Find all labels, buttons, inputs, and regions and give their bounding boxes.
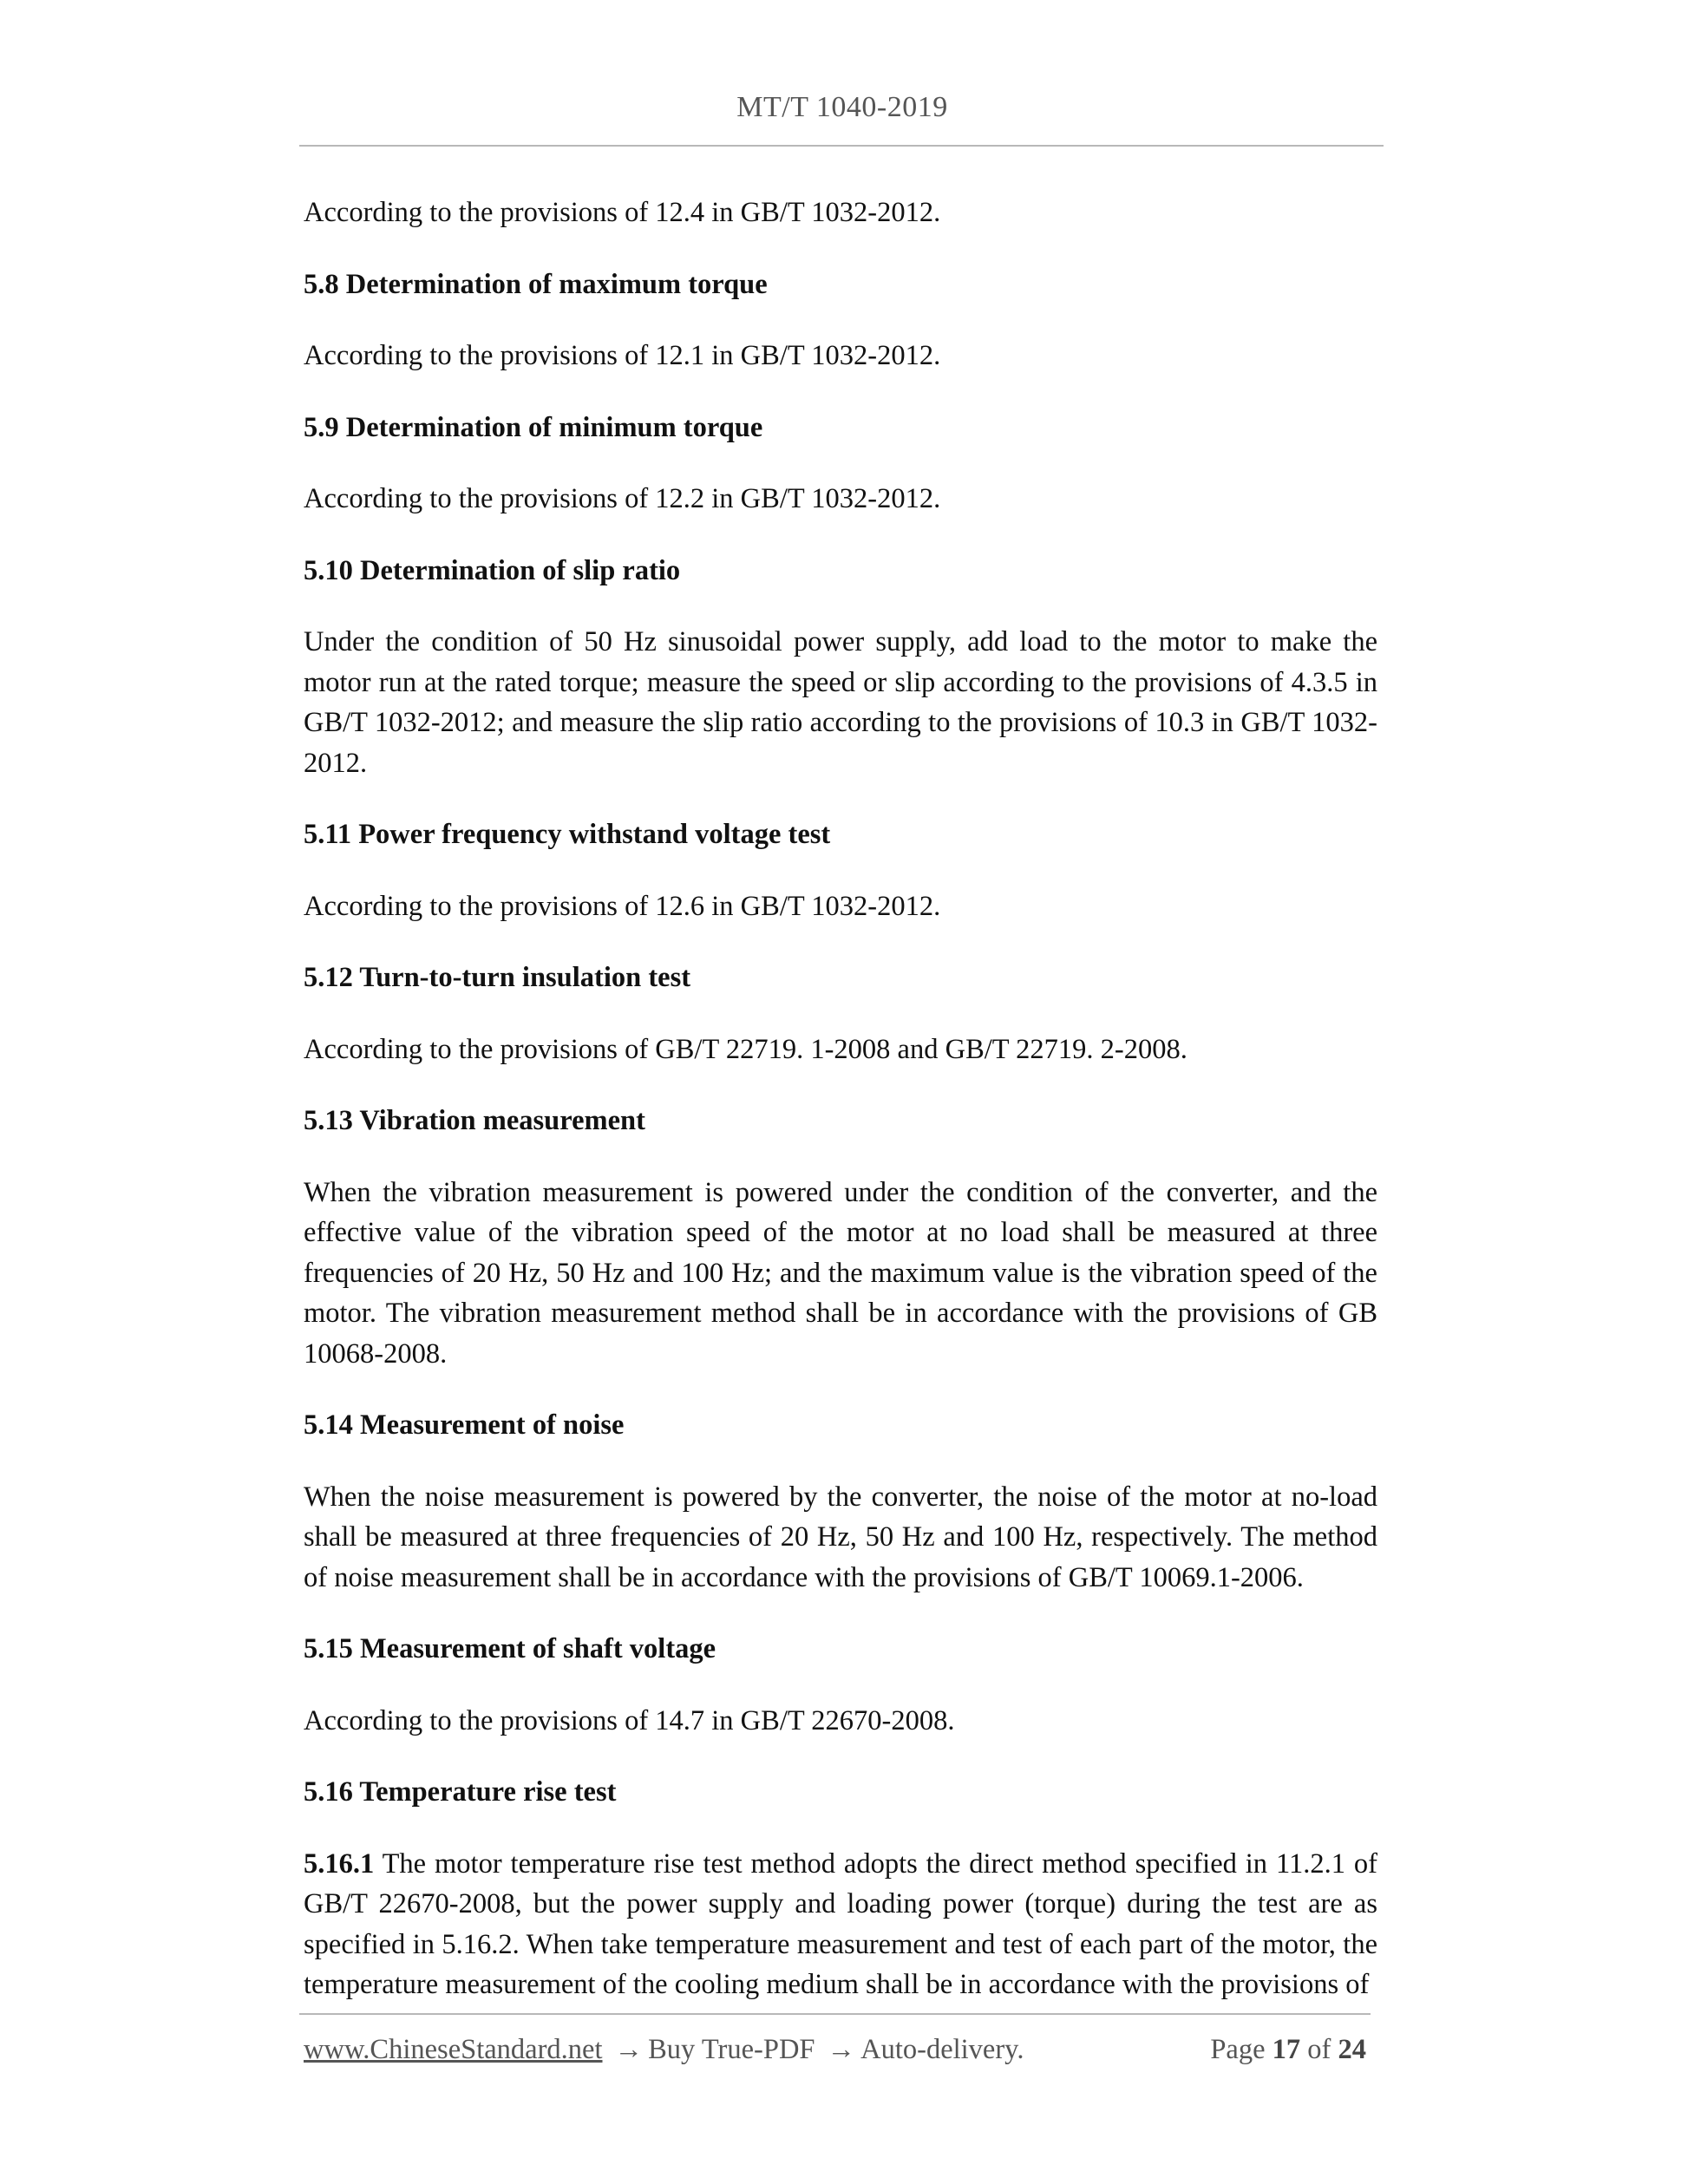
page-label: Page (1210, 2034, 1266, 2065)
section-5-10-paragraph: Under the condition of 50 Hz sinusoidal power supply, add load to the motor to make the motor run at the rated torque; measure the speed or slip according to the provisions of 4.3.5 in GB/T 1032-2012; and measure the slip ratio according to the provisions of 10.3 in GB/T 1032-2012. (304, 626, 1377, 779)
section-5-15-heading: 5.15 Measurement of shaft voltage (304, 1633, 716, 1664)
section-5-11-paragraph: According to the provisions of 12.6 in GB/T 1032-2012. (304, 890, 941, 922)
section-5-12-heading: 5.12 Turn-to-turn insulation test (304, 962, 691, 993)
section-5-10-heading: 5.10 Determination of slip ratio (304, 554, 681, 586)
chinese-standard-link[interactable]: www.ChineseStandard.net (304, 2034, 603, 2065)
section-5-13-paragraph: When the vibration measurement is powered under the condition of the converter, and the effective value of the vibration speed of the motor at no load shall be measured at three frequencies of 20 Hz, 50 Hz and 100 Hz; and the maximum value is the vibration speed of the motor. The vibration measurement method shall be in accordance with the provisions of GB 10068-2008. (304, 1176, 1377, 1370)
section-5-12-paragraph: According to the provisions of GB/T 22719. 1-2008 and GB/T 22719. 2-2008. (304, 1033, 1187, 1065)
header-divider (299, 145, 1384, 147)
section-5-16-1-text: The motor temperature rise test method adopts the direct method specified in 11.2.1 of GB/T 22670-2008, but the power supply and loading power (torque) during the test are as specified in 5.16.2. When take temperature measurement and test of each part of the motor, the temperature measurement of the cooling medium shall be in accordance with the provisions of (304, 1847, 1377, 2000)
section-5-15-paragraph: According to the provisions of 14.7 in GB/T 22670-2008. (304, 1704, 955, 1736)
header-document-code: MT/T 1040-2019 (736, 91, 948, 123)
section-5-8-heading: 5.8 Determination of maximum torque (304, 268, 768, 300)
footer-promo (304, 2030, 1024, 2070)
section-5-16-1-number: 5.16.1 (304, 1847, 375, 1880)
current-page-number: 17 (1272, 2034, 1301, 2065)
page-number (1210, 2030, 1366, 2070)
section-5-14-paragraph: When the noise measurement is powered by the converter, the noise of the motor at no-load shall be measured at three frequencies of 20 Hz, 50 Hz and 100 Hz, respectively. The method of noise measurement shall be in accordance with the provisions of GB/T 10069.1-2006. (304, 1481, 1377, 1593)
section-5-16-1-paragraph (304, 1844, 1377, 2005)
arrow-right-icon: → (827, 2034, 856, 2065)
buy-true-pdf-text: Buy True-PDF (648, 2034, 815, 2065)
section-5-16-heading: 5.16 Temperature rise test (304, 1776, 617, 1808)
section-5-13-heading: 5.13 Vibration measurement (304, 1105, 645, 1136)
section-5-9-paragraph: According to the provisions of 12.2 in GB/T 1032-2012. (304, 483, 941, 514)
intro-paragraph: According to the provisions of 12.4 in GB/T 1032-2012. (304, 197, 941, 228)
section-5-9-heading: 5.9 Determination of minimum torque (304, 411, 763, 443)
arrow-right-icon: → (614, 2034, 644, 2065)
section-5-8-paragraph: According to the provisions of 12.1 in GB/T 1032-2012. (304, 340, 941, 371)
footer-divider (299, 2013, 1371, 2015)
of-label: of (1307, 2034, 1331, 2065)
document-body (304, 193, 1377, 2037)
total-pages-number: 24 (1338, 2034, 1366, 2065)
auto-delivery-text: Auto-delivery. (860, 2034, 1024, 2065)
section-5-14-heading: 5.14 Measurement of noise (304, 1409, 625, 1441)
section-5-11-heading: 5.11 Power frequency withstand voltage test (304, 819, 831, 850)
